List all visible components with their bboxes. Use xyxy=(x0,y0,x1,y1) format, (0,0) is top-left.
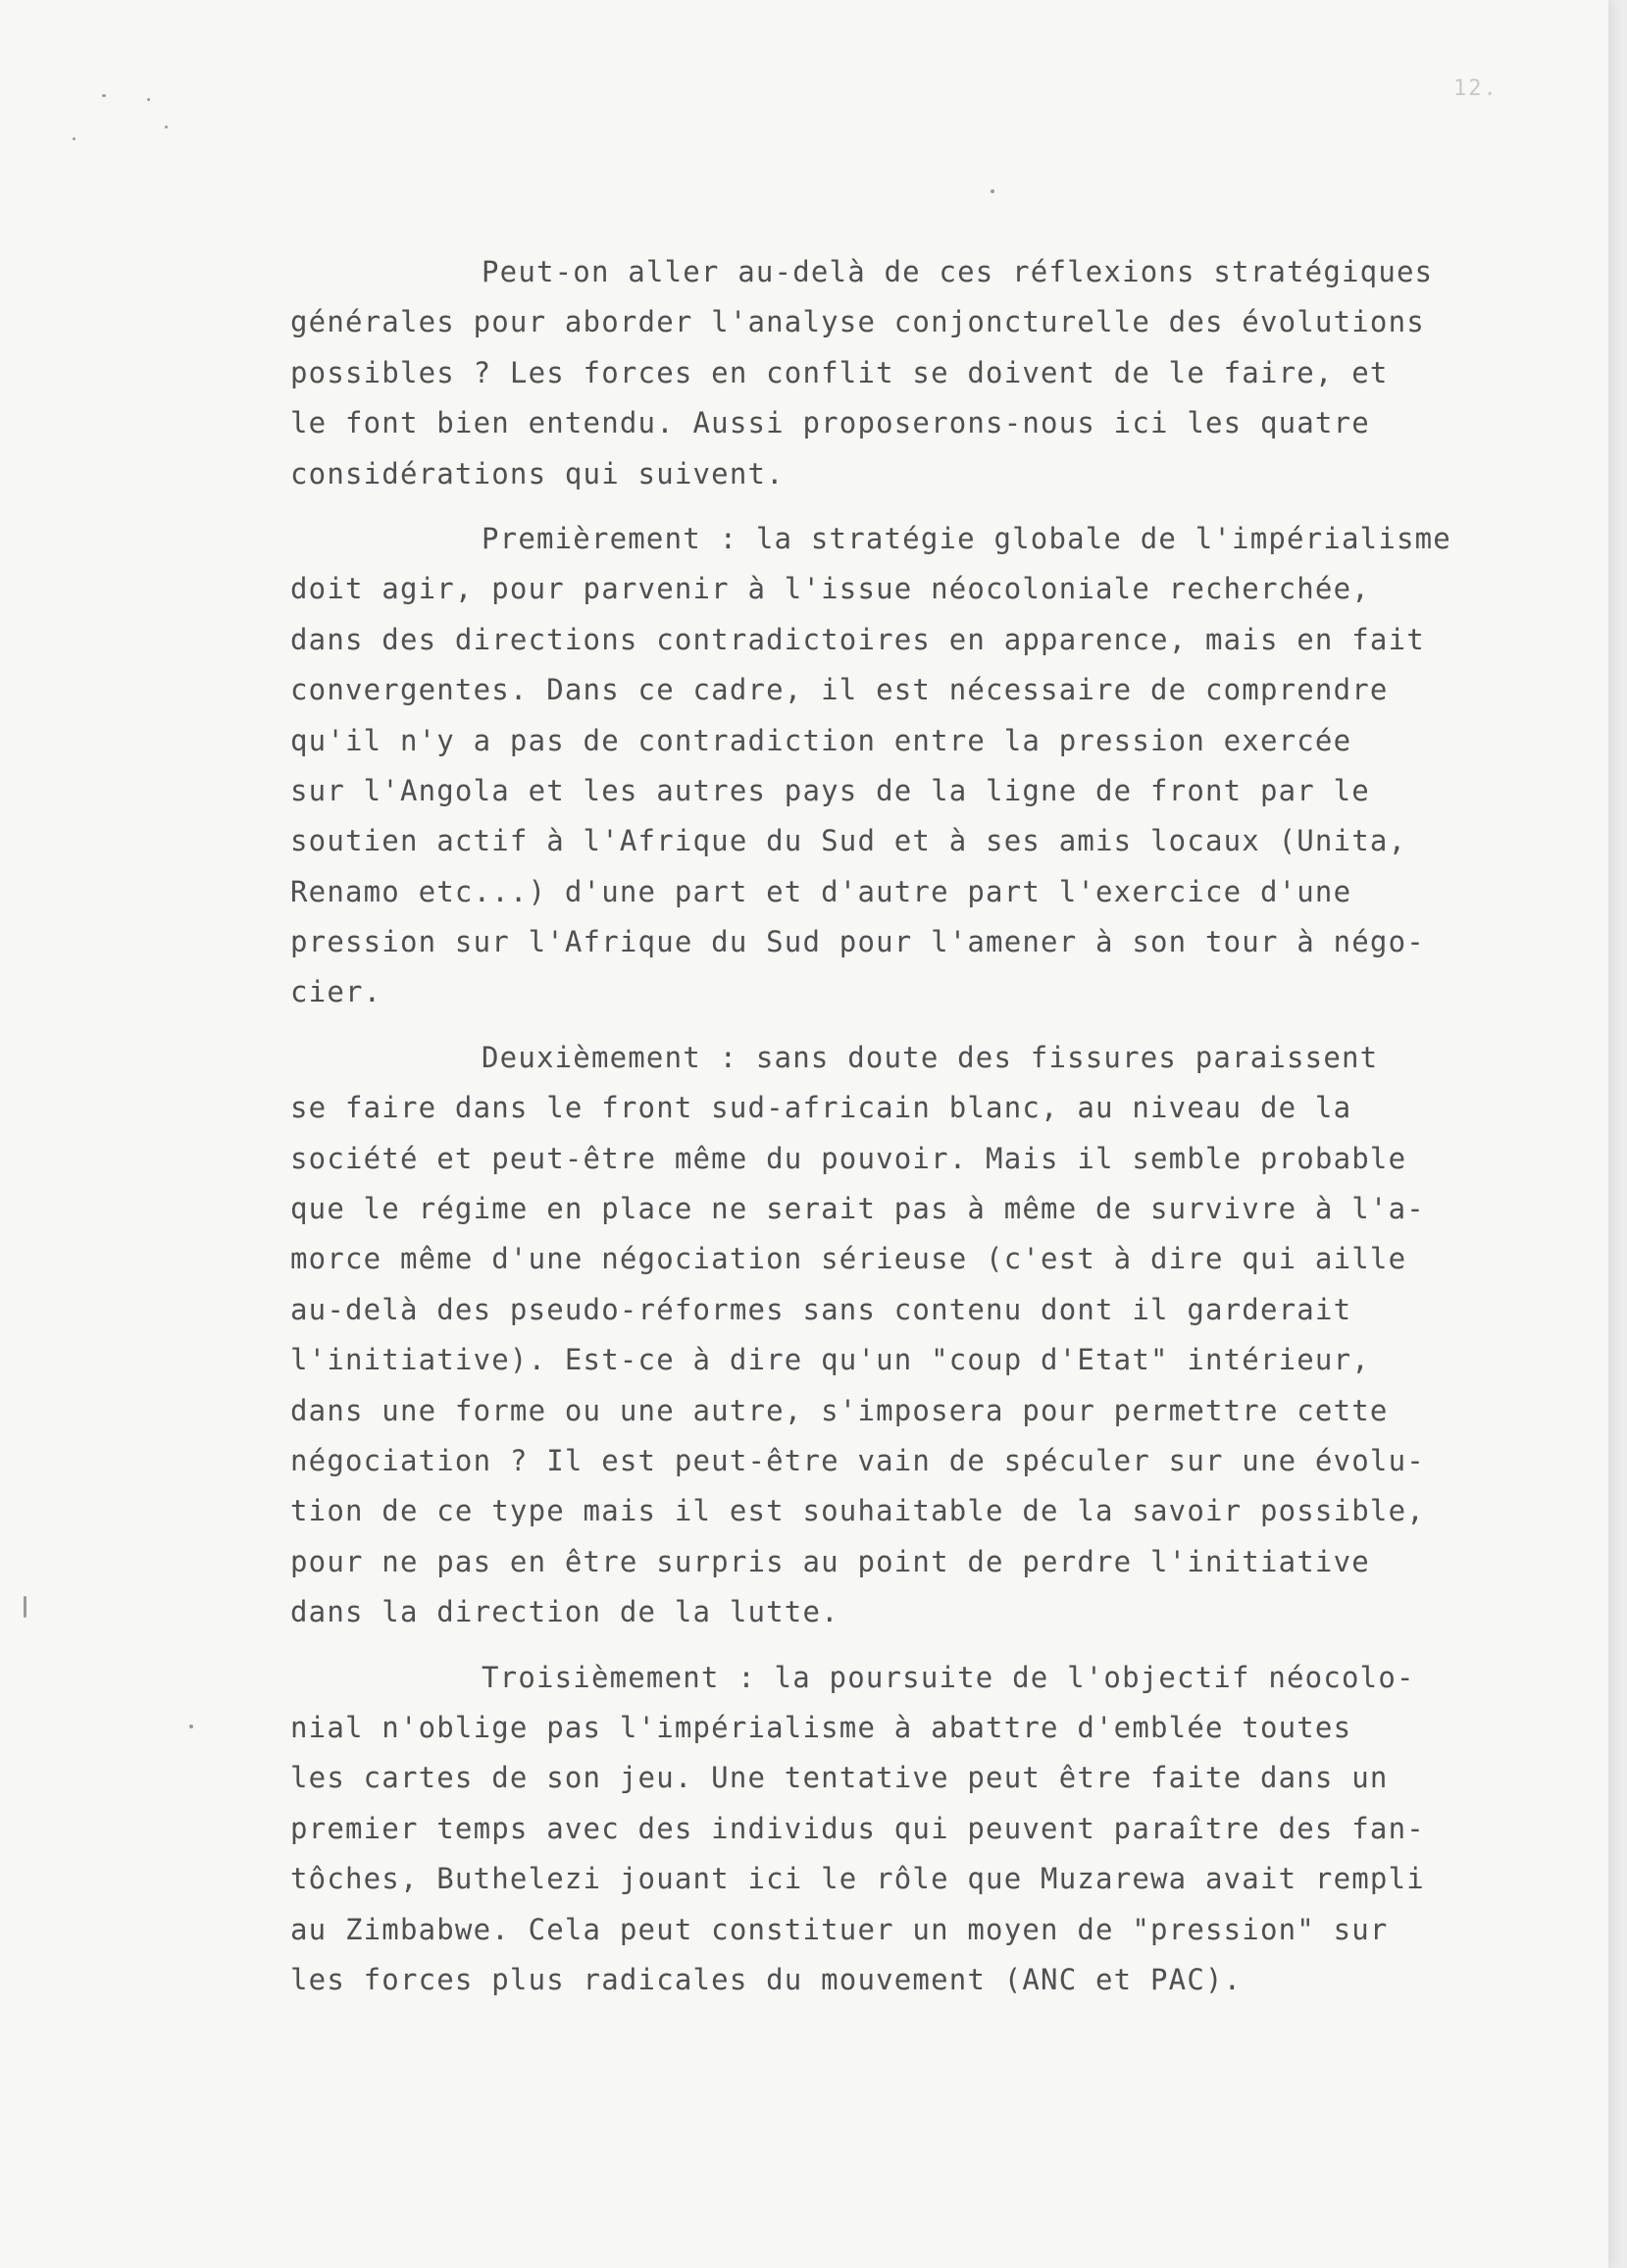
text-line: négociation ? Il est peut-être vain de spéculer sur une évolu- xyxy=(290,1443,1425,1477)
page-number: 12. xyxy=(1453,77,1499,101)
text-line: pour ne pas en être surpris au point de perdre l'initiative xyxy=(290,1544,1370,1578)
text-line: société et peut-être même du pouvoir. Mais il semble probable xyxy=(290,1141,1407,1175)
text-line: tion de ce type mais il est souhaitable de la savoir possible, xyxy=(290,1494,1425,1528)
text-line: tôches, Buthelezi jouant ici le rôle que Muzarewa avait rempli xyxy=(290,1862,1425,1896)
text-line: le font bien entendu. Aussi proposerons-nous ici les quatre xyxy=(290,406,1370,440)
text-line: morce même d'une négociation sérieuse (c'est à dire qui aille xyxy=(290,1242,1407,1276)
scan-speck xyxy=(102,94,106,97)
text-line: Troisièmement : la poursuite de l'objectif néocolo- xyxy=(482,1660,1415,1694)
text-line: cier. xyxy=(290,975,382,1009)
scan-speck xyxy=(189,1725,193,1728)
text-line: convergentes. Dans ce cadre, il est nécessaire de comprendre xyxy=(290,673,1389,707)
text-line: sur l'Angola et les autres pays de la ligne de front par le xyxy=(290,773,1370,807)
document-body xyxy=(290,247,1555,2020)
text-line: Premièrement : la stratégie globale de l'impérialisme xyxy=(482,521,1451,555)
text-line: possibles ? Les forces en conflit se doivent de le faire, et xyxy=(290,355,1389,389)
text-line: premier temps avec des individus qui peuvent paraître des fan- xyxy=(290,1811,1425,1845)
paragraph-premierement xyxy=(290,514,1555,1018)
scan-speck xyxy=(73,137,76,140)
text-line: générales pour aborder l'analyse conjoncturelle des évolutions xyxy=(290,305,1425,339)
text-line: pression sur l'Afrique du Sud pour l'amener à son tour à négo- xyxy=(290,925,1425,959)
scan-speck xyxy=(165,126,168,129)
text-line: Renamo etc...) d'une part et d'autre part l'exercice d'une xyxy=(290,874,1352,908)
text-line: doit agir, pour parvenir à l'issue néocoloniale recherchée, xyxy=(290,572,1370,606)
text-line: l'initiative). Est-ce à dire qu'un "coup d'Etat" intérieur, xyxy=(290,1343,1370,1377)
text-line: au-delà des pseudo-réformes sans contenu dont il garderait xyxy=(290,1292,1352,1326)
text-line: Peut-on aller au-delà de ces réflexions stratégiques xyxy=(482,255,1434,288)
scan-speck xyxy=(991,189,994,193)
text-line: soutien actif à l'Afrique du Sud et à ses amis locaux (Unita, xyxy=(290,824,1407,858)
text-line: que le régime en place ne serait pas à même de survivre à l'a- xyxy=(290,1192,1425,1226)
text-line: au Zimbabwe. Cela peut constituer un moyen de "pression" sur xyxy=(290,1912,1389,1946)
paragraph-intro xyxy=(290,247,1555,499)
text-line: Deuxièmement : sans doute des fissures paraissent xyxy=(482,1040,1379,1074)
scan-speck xyxy=(147,98,150,101)
text-line: dans des directions contradictoires en apparence, mais en fait xyxy=(290,622,1425,656)
text-line: nial n'oblige pas l'impérialisme à abattre d'emblée toutes xyxy=(290,1710,1352,1744)
text-line: considérations qui suivent. xyxy=(290,456,785,490)
text-line: se faire dans le front sud-africain blanc, au niveau de la xyxy=(290,1091,1352,1125)
text-line: les forces plus radicales du mouvement (ANC et PAC). xyxy=(290,1962,1243,1996)
text-line: dans la direction de la lutte. xyxy=(290,1595,839,1629)
text-line: les cartes de son jeu. Une tentative peut être faite dans un xyxy=(290,1761,1389,1795)
paragraph-deuxiemement xyxy=(290,1033,1555,1638)
paragraph-troisiemement xyxy=(290,1653,1555,2006)
scan-speck xyxy=(24,1596,26,1618)
text-line: qu'il n'y a pas de contradiction entre la pression exercée xyxy=(290,723,1352,757)
text-line: dans une forme ou une autre, s'imposera pour permettre cette xyxy=(290,1393,1389,1427)
